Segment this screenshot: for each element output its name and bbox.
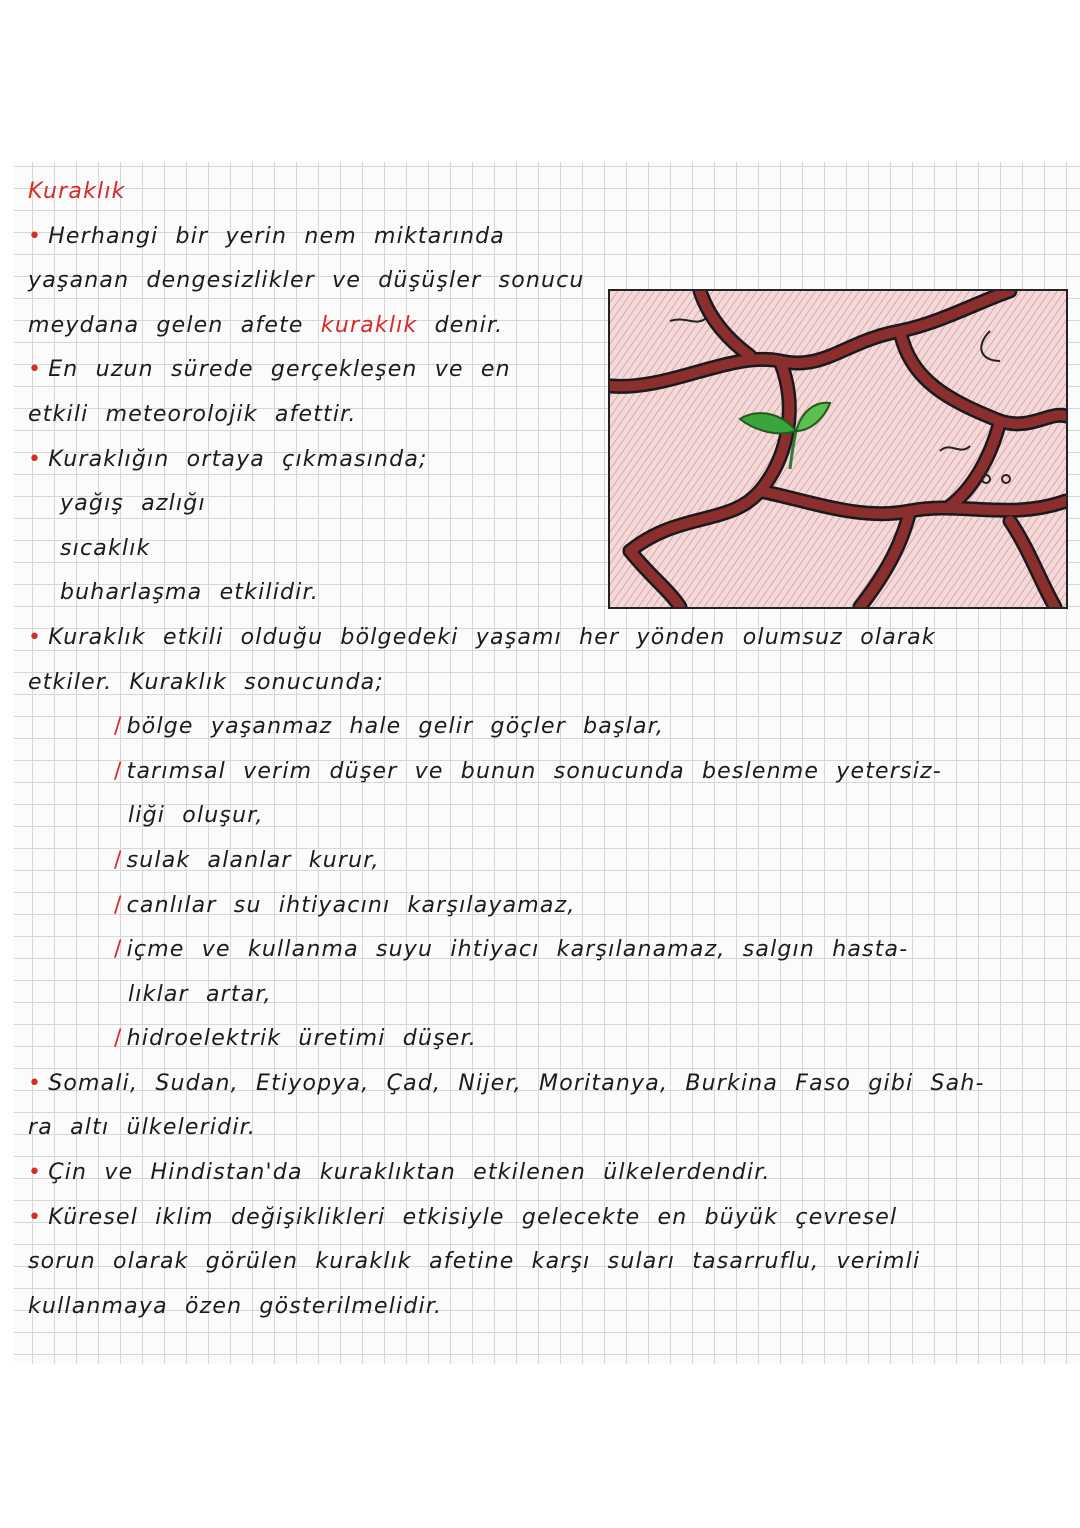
bullet-icon: •	[28, 446, 43, 472]
effects-line-2: etkiler. Kuraklık sonucunda;	[28, 669, 384, 695]
intro-line-2: yaşanan dengesizlikler ve düşüşler sonucu	[28, 268, 585, 294]
cause-item: buharlaşma	[60, 580, 203, 606]
tick-icon: /	[114, 758, 123, 784]
intro-line-1: Herhangi bir yerin nem miktarında	[48, 223, 505, 249]
tick-icon: /	[114, 1026, 123, 1052]
tick-icon: /	[114, 892, 123, 918]
climate-line-2: sorun olarak görülen kuraklık afetine karşı suları tasarruflu, verimli	[28, 1249, 921, 1275]
cracked-earth-icon	[610, 291, 1066, 607]
cause-item: sıcaklık	[60, 535, 151, 561]
tick-icon: /	[114, 714, 123, 740]
kuraklik-term: kuraklık	[320, 312, 418, 338]
climate-line-3: kullanmaya özen gösterilmelidir.	[28, 1293, 443, 1319]
tick-icon: /	[114, 847, 123, 873]
effect-item: bölge yaşanmaz hale gelir göçler başlar,	[126, 714, 665, 740]
fact-line-1: En uzun sürede gerçekleşen ve en	[48, 357, 511, 383]
bullet-icon: •	[28, 1160, 43, 1186]
effect-item: içme ve kullanma suyu ihtiyacı karşılanamaz, salgın hasta-	[126, 937, 909, 963]
intro-line-3	[28, 304, 598, 349]
causes-suffix: etkilidir.	[219, 580, 319, 606]
asia-line: Çin ve Hindistan'da kuraklıktan etkilenen ülkelerdendir.	[48, 1160, 771, 1186]
intro-block	[28, 215, 598, 616]
effect-item: sulak alanlar kurur,	[126, 847, 380, 873]
effect-item-continuation: lıklar artar,	[128, 981, 272, 1007]
bullet-icon: •	[28, 223, 43, 249]
intro-line-3-post: denir.	[434, 312, 504, 338]
bullet-icon: •	[28, 624, 43, 650]
note-title: Kuraklık	[28, 179, 126, 204]
causes-heading: Kuraklığın ortaya çıkmasında;	[48, 446, 428, 472]
bullet-icon: •	[28, 1070, 43, 1096]
tick-icon: /	[114, 937, 123, 963]
effect-item: canlılar su ihtiyacını karşılayamaz,	[126, 892, 576, 918]
effect-item: hidroelektrik üretimi düşer.	[126, 1026, 477, 1052]
countries-line-1: Somali, Sudan, Etiyopya, Çad, Nijer, Moritanya, Burkina Faso gibi Sah-	[48, 1070, 985, 1096]
bullet-icon: •	[28, 357, 43, 383]
effect-item: tarımsal verim düşer ve bunun sonucunda beslenme yetersiz-	[126, 758, 942, 784]
effects-line-1: Kuraklık etkili olduğu bölgedeki yaşamı her yönden olumsuz olarak	[48, 624, 936, 650]
cause-item: yağış azlığı	[60, 491, 206, 517]
countries-line-2: ra altı ülkeleridir.	[28, 1115, 257, 1141]
climate-line-1: Küresel iklim değişiklikleri etkisiyle gelecekte en büyük çevresel	[48, 1204, 898, 1230]
cracked-earth-sprout-drawing	[608, 289, 1068, 609]
intro-line-3-pre: meydana gelen afete	[28, 312, 304, 338]
fact-line-2: etkili meteorolojik afettir.	[28, 401, 357, 427]
effect-item-continuation: liği oluşur,	[128, 803, 264, 829]
bullet-icon: •	[28, 1204, 43, 1230]
